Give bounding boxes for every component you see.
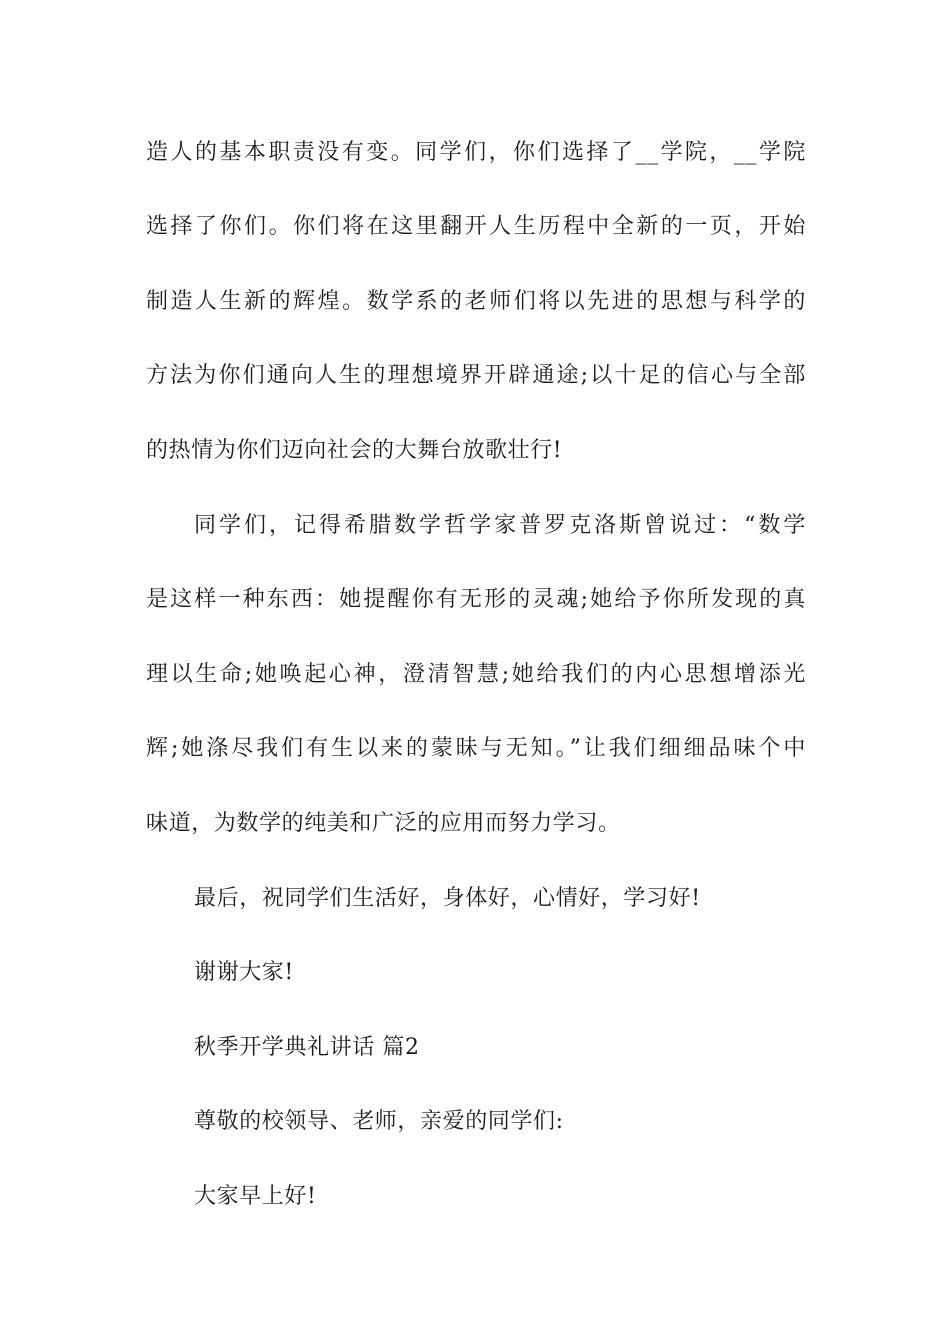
paragraph-2-line-4: 辉;她涤尽我们有生以来的蒙昧与无知。”让我们细细品味个中 [146, 736, 806, 761]
greeting: 大家早上好! [194, 1184, 317, 1209]
paragraph-2-line-3: 理以生命;她唤起心神，澄清智慧;她给我们的内心思想增添光 [146, 662, 806, 687]
paragraph-2-line-2: 是这样一种东西：她提醒你有无形的灵魂;她给予你所发现的真 [146, 587, 806, 612]
salutation: 尊敬的校领导、老师，亲爱的同学们: [194, 1109, 564, 1134]
section-title: 秋季开学典礼讲话 篇2 [194, 1035, 420, 1060]
paragraph-1-line-4: 方法为你们通向人生的理想境界开辟通途;以十足的信心与全部 [146, 363, 806, 388]
paragraph-1-line-1: 造人的基本职责没有变。同学们，你们选择了__学院，__学院 [146, 140, 806, 165]
paragraph-2-line-1: 同学们，记得希腊数学哲学家普罗克洛斯曾说过：“数学 [194, 513, 806, 538]
paragraph-2-line-5: 味道，为数学的纯美和广泛的应用而努力学习。 [146, 811, 621, 836]
closing-wish: 最后，祝同学们生活好，身体好，心情好，学习好! [194, 886, 701, 911]
paragraph-1-line-2: 选择了你们。你们将在这里翻开人生历程中全新的一页，开始 [146, 214, 806, 239]
thanks-line: 谢谢大家! [194, 960, 294, 985]
paragraph-1-line-3: 制造人生新的辉煌。数学系的老师们将以先进的思想与科学的 [146, 289, 806, 314]
paragraph-1-line-5: 的热情为你们迈向社会的大舞台放歌壮行! [146, 438, 563, 463]
